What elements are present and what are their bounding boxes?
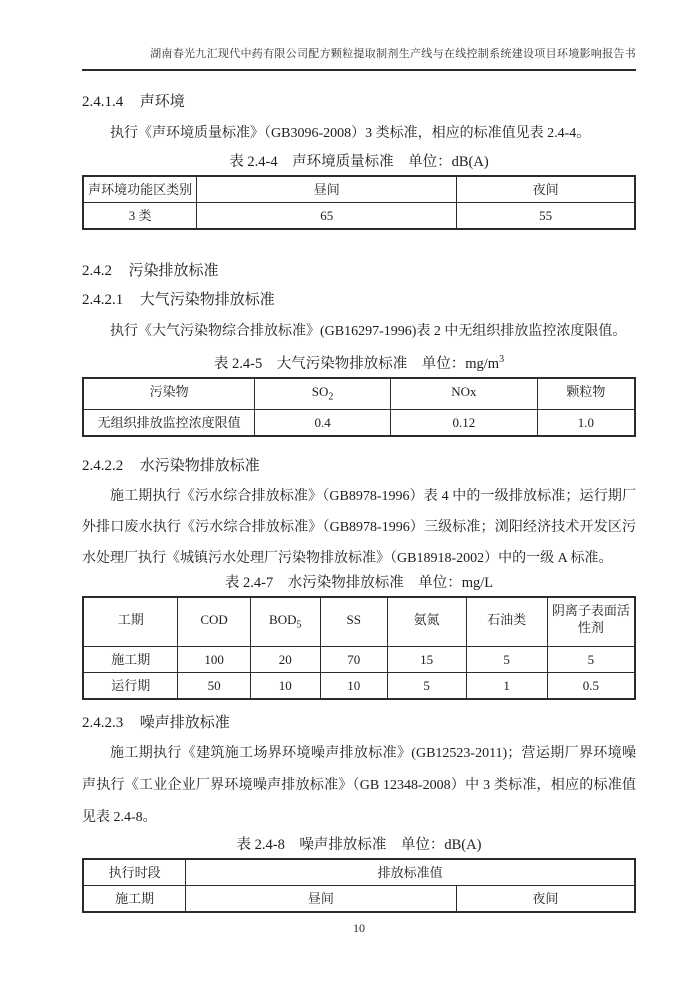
section-title: 噪声排放标准 xyxy=(139,715,230,732)
data-cell: 10 xyxy=(250,673,320,700)
data-cell: 0.4 xyxy=(255,410,391,437)
header-cell: 颗粒物 xyxy=(537,378,635,410)
paragraph-water-pollutants: 施工期执行《污水综合排放标准》（GB8978-1996）表 4 中的一级排放标准；运行期厂外排口废水执行《污水综合排放标准》（GB8978-1996）三级标准；浏阳经济技术开发区污水处理厂执行《城镇污水处理厂污染物排放标准》（GB18918-2002）中的一级 A 标准。 xyxy=(82,489,636,567)
table-row xyxy=(83,886,635,913)
data-cell: 0.5 xyxy=(547,673,635,700)
table-header-row xyxy=(83,378,635,410)
table-caption-2-4-8: 表 2.4-8 噪声排放标准 单位：dB(A) xyxy=(236,837,482,854)
table-row xyxy=(83,203,635,230)
table-2-4-7-water-emission xyxy=(82,596,636,700)
section-heading-pollution-standards xyxy=(82,260,636,282)
data-cell: 20 xyxy=(250,647,320,673)
table-row xyxy=(83,673,635,700)
section-heading-water-pollutants xyxy=(82,455,636,477)
paragraph-noise-environment: 执行《声环境质量标准》（GB3096-2008）3 类标准，相应的标准值见表 2.4-4。 xyxy=(110,126,591,141)
data-cell: 70 xyxy=(320,647,387,673)
section-title: 声环境 xyxy=(139,94,185,110)
caption-superscript: 3 xyxy=(499,354,505,365)
data-cell: 昼间 xyxy=(186,886,456,913)
header-cell: $BOD_5$ xyxy=(250,597,320,646)
page-header xyxy=(82,46,636,71)
header-cell: 夜间 xyxy=(457,176,635,203)
table-caption-2-4-7: 表 2.4-7 水污染物排放标准 单位：mg/L xyxy=(224,575,494,592)
header-cell-merged: 排放标准值 xyxy=(186,859,635,886)
table-header-row xyxy=(83,859,635,886)
header-cell: 氨氮 xyxy=(387,597,466,646)
data-cell: 5 xyxy=(547,647,635,673)
header-cell: 昼间 xyxy=(197,176,457,203)
header-cell: NOx xyxy=(390,378,537,410)
header-cell: 工期 xyxy=(83,597,178,646)
header-cell: $SO_2$ xyxy=(255,378,391,410)
caption-text: 表 2.4-5 大气污染物排放标准 单位：mg/m xyxy=(213,355,500,372)
data-cell: 3 类 xyxy=(83,203,197,230)
section-title: 大气污染物排放标准 xyxy=(139,292,275,308)
data-cell: 10 xyxy=(320,673,387,700)
section-heading-air-pollutants xyxy=(82,289,636,311)
header-cell: COD xyxy=(178,597,250,646)
data-cell: 运行期 xyxy=(83,673,178,700)
page-number: 10 xyxy=(353,921,365,936)
paragraph-air-pollutants: 执行《大气污染物综合排放标准》(GB16297-1996)表 2 中无组织排放监控浓度限值。 xyxy=(110,324,627,339)
table-2-4-8-noise-emission xyxy=(82,858,636,913)
data-cell: 1 xyxy=(466,673,547,700)
data-cell: 0.12 xyxy=(390,410,537,437)
section-title: 水污染物排放标准 xyxy=(139,458,260,475)
header-cell: 执行时段 xyxy=(83,859,186,886)
header-cell: 污染物 xyxy=(83,378,255,410)
data-cell: 无组织排放监控浓度限值 xyxy=(83,410,255,437)
table-caption-2-4-4: 表 2.4-4 声环境质量标准 单位：dB(A) xyxy=(229,154,489,170)
data-cell: 5 xyxy=(387,673,466,700)
section-title: 污染排放标准 xyxy=(128,263,219,279)
paragraph-noise-emission: 施工期执行《建筑施工场界环境噪声排放标准》(GB12523-2011)；营运期厂界环境噪声执行《工业企业厂界环境噪声排放标准》（GB 12348-2008）中 3 类标准，相应的标准值见表 2.4-8。 xyxy=(82,746,636,826)
section-number: 2.4.2.1 xyxy=(82,292,124,308)
table-caption-2-4-5 xyxy=(82,347,636,377)
table-header-row xyxy=(83,176,635,203)
table-row xyxy=(83,647,635,673)
data-cell: 夜间 xyxy=(456,886,635,913)
data-cell: 100 xyxy=(178,647,250,673)
data-cell: 施工期 xyxy=(83,886,186,913)
header-cell: SS xyxy=(320,597,387,646)
section-number: 2.4.2.3 xyxy=(82,715,124,732)
data-cell: 1.0 xyxy=(537,410,635,437)
data-cell: 65 xyxy=(197,203,457,230)
section-heading-noise-emission xyxy=(82,712,636,734)
table-2-4-5-air-emission xyxy=(82,377,636,438)
section-number: 2.4.2 xyxy=(82,263,112,279)
section-number: 2.4.1.4 xyxy=(82,94,124,110)
table-2-4-4-noise-quality xyxy=(82,175,636,230)
header-title: 湖南春光九汇现代中药有限公司配方颗粒提取制剂生产线与在线控制系统建设项目环境影响报告书 xyxy=(150,48,636,60)
data-cell: 5 xyxy=(466,647,547,673)
table-header-row xyxy=(83,597,635,646)
data-cell: 施工期 xyxy=(83,647,178,673)
section-number: 2.4.2.2 xyxy=(82,458,124,475)
data-cell: 55 xyxy=(457,203,635,230)
data-cell: 15 xyxy=(387,647,466,673)
section-heading-noise-environment xyxy=(82,91,636,113)
header-cell: 声环境功能区类别 xyxy=(83,176,197,203)
data-cell: 50 xyxy=(178,673,250,700)
table-row xyxy=(83,410,635,437)
header-cell: 石油类 xyxy=(466,597,547,646)
header-cell: 阴离子表面活性剂 xyxy=(547,597,635,646)
